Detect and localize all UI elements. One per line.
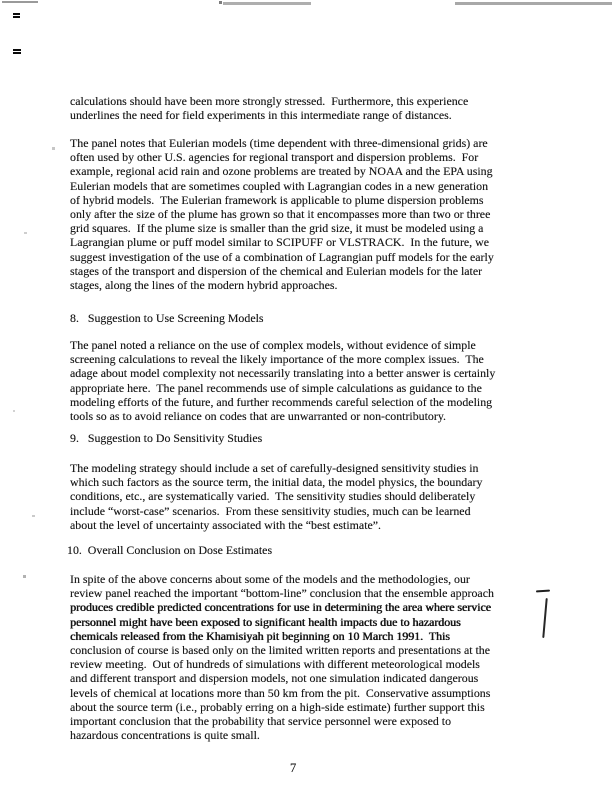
text-line: adage about model complexity not necessarily translating into a better answer is certainly bbox=[70, 366, 496, 381]
scan-artifact-top-line-left bbox=[2, 1, 38, 3]
text-line: review meeting. Out of hundreds of simulations with different meteorological models bbox=[70, 657, 480, 672]
section-heading-10-overall-conclusion: 10. Overall Conclusion on Dose Estimates bbox=[67, 543, 273, 557]
scan-speck bbox=[52, 147, 55, 150]
scan-speck bbox=[23, 575, 26, 578]
binding-mark-lower bbox=[13, 49, 21, 54]
section-heading-8-screening-models: 8. Suggestion to Use Screening Models bbox=[70, 311, 264, 325]
text-line: important conclusion that the probability that service personnel were exposed to bbox=[70, 714, 452, 729]
binding-mark-top bbox=[13, 13, 20, 18]
text-line: levels of chemical at locations more than 50 km from the pit. Conservative assumptions bbox=[70, 685, 491, 700]
scan-artifact-top-line-right bbox=[455, 2, 612, 5]
text-line: only after the size of the plume has grown so that it encompasses more than two or three bbox=[70, 207, 491, 222]
section-heading-9-sensitivity-studies: 9. Suggestion to Do Sensitivity Studies bbox=[70, 431, 263, 445]
text-line: grid squares. If the plume size is smaller than the grid size, it must be modeled using a bbox=[70, 221, 484, 236]
text-line: The panel noted a reliance on the use of complex models, without evidence of simple bbox=[70, 338, 476, 352]
text-line: chemicals released from the Khamisiyah pit beginning on 10 March 1991. This bbox=[70, 628, 450, 643]
text-line: produces credible predicted concentrations for use in determining the area where service bbox=[70, 600, 491, 615]
text-line: In spite of the above concerns about some of the models and the methodologies, our bbox=[70, 572, 470, 586]
text-line: about the level of uncertainty associated with the “best estimate”. bbox=[70, 517, 382, 532]
text-line: modeling efforts of the future, and further recommends careful selection of the modeling bbox=[70, 394, 493, 409]
text-line: personnel might have been exposed to significant health impacts due to hazardous bbox=[70, 614, 461, 629]
paragraph-screening-models bbox=[70, 338, 570, 423]
text-line: about the source term (i.e., probably erring on a high-side estimate) further support this bbox=[70, 699, 485, 714]
text-line: appropriate here. The panel recommends use of simple calculations as guidance to the bbox=[70, 380, 482, 395]
text-line: of hybrid models. The Eulerian framework is applicable to plume dispersion problems bbox=[70, 192, 484, 207]
scan-artifact-top-line-mid bbox=[223, 2, 311, 5]
text-line: tools so as to avoid reliance on codes that are unwarranted or non-contributory. bbox=[70, 409, 446, 424]
text-line: review panel reached the important “bottom-line” conclusion that the ensemble approach bbox=[70, 586, 494, 601]
scan-speck bbox=[32, 515, 35, 517]
paragraph-sensitivity-studies bbox=[70, 461, 570, 532]
paragraph-eulerian-models bbox=[70, 136, 570, 292]
text-line: which such factors as the source term, the initial data, the model physics, the boundary bbox=[70, 475, 483, 490]
text-line: calculations should have been more strongly stressed. Furthermore, this experience bbox=[70, 94, 469, 108]
text-line: hazardous concentrations is quite small. bbox=[70, 728, 260, 743]
paragraph-overall-conclusion bbox=[70, 572, 570, 742]
text-line: screening calculations to reveal the likely importance of the more complex issues. The bbox=[70, 352, 484, 367]
scan-speck bbox=[13, 410, 15, 412]
text-line: stages, along the lines of the modern hybrid approaches. bbox=[70, 278, 338, 293]
text-line: conditions, etc., are systematically varied. The sensitivity studies should deliberately bbox=[70, 489, 476, 504]
text-line: Lagrangian plume or puff model similar to SCIPUFF or VLSTRACK. In the future, we bbox=[70, 235, 489, 250]
text-line: The panel notes that Eulerian models (time dependent with three-dimensional grids) are bbox=[70, 136, 488, 150]
text-line: conclusion of course is based only on the limited written reports and presentations at the bbox=[70, 643, 491, 658]
text-line: and different transport and dispersion models, not one simulation indicated dangerous bbox=[70, 671, 479, 686]
scan-artifact-top-dot bbox=[219, 1, 222, 4]
text-line: The modeling strategy should include a set of carefully-designed sensitivity studies in bbox=[70, 461, 479, 475]
text-line: often used by other U.S. agencies for regional transport and dispersion problems. For bbox=[70, 150, 479, 165]
text-line: Eulerian models that are sometimes coupled with Lagrangian codes in a new generation bbox=[70, 178, 489, 193]
text-line: example, regional acid rain and ozone problems are treated by NOAA and the EPA using bbox=[70, 164, 493, 179]
page-number: 7 bbox=[290, 761, 297, 775]
scan-speck bbox=[24, 232, 27, 234]
paragraph-stressed-experience bbox=[70, 94, 570, 122]
text-line: suggest investigation of the use of a combination of Lagrangian puff models for the early bbox=[70, 249, 494, 264]
text-line: underlines the need for field experiments in this intermediate range of distances. bbox=[70, 108, 452, 123]
text-line: include “worst-case” scenarios. From these sensitivity studies, much can be learned bbox=[70, 503, 471, 518]
text-line: stages of the transport and dispersion of the chemical and Eulerian models for the later bbox=[70, 263, 483, 278]
